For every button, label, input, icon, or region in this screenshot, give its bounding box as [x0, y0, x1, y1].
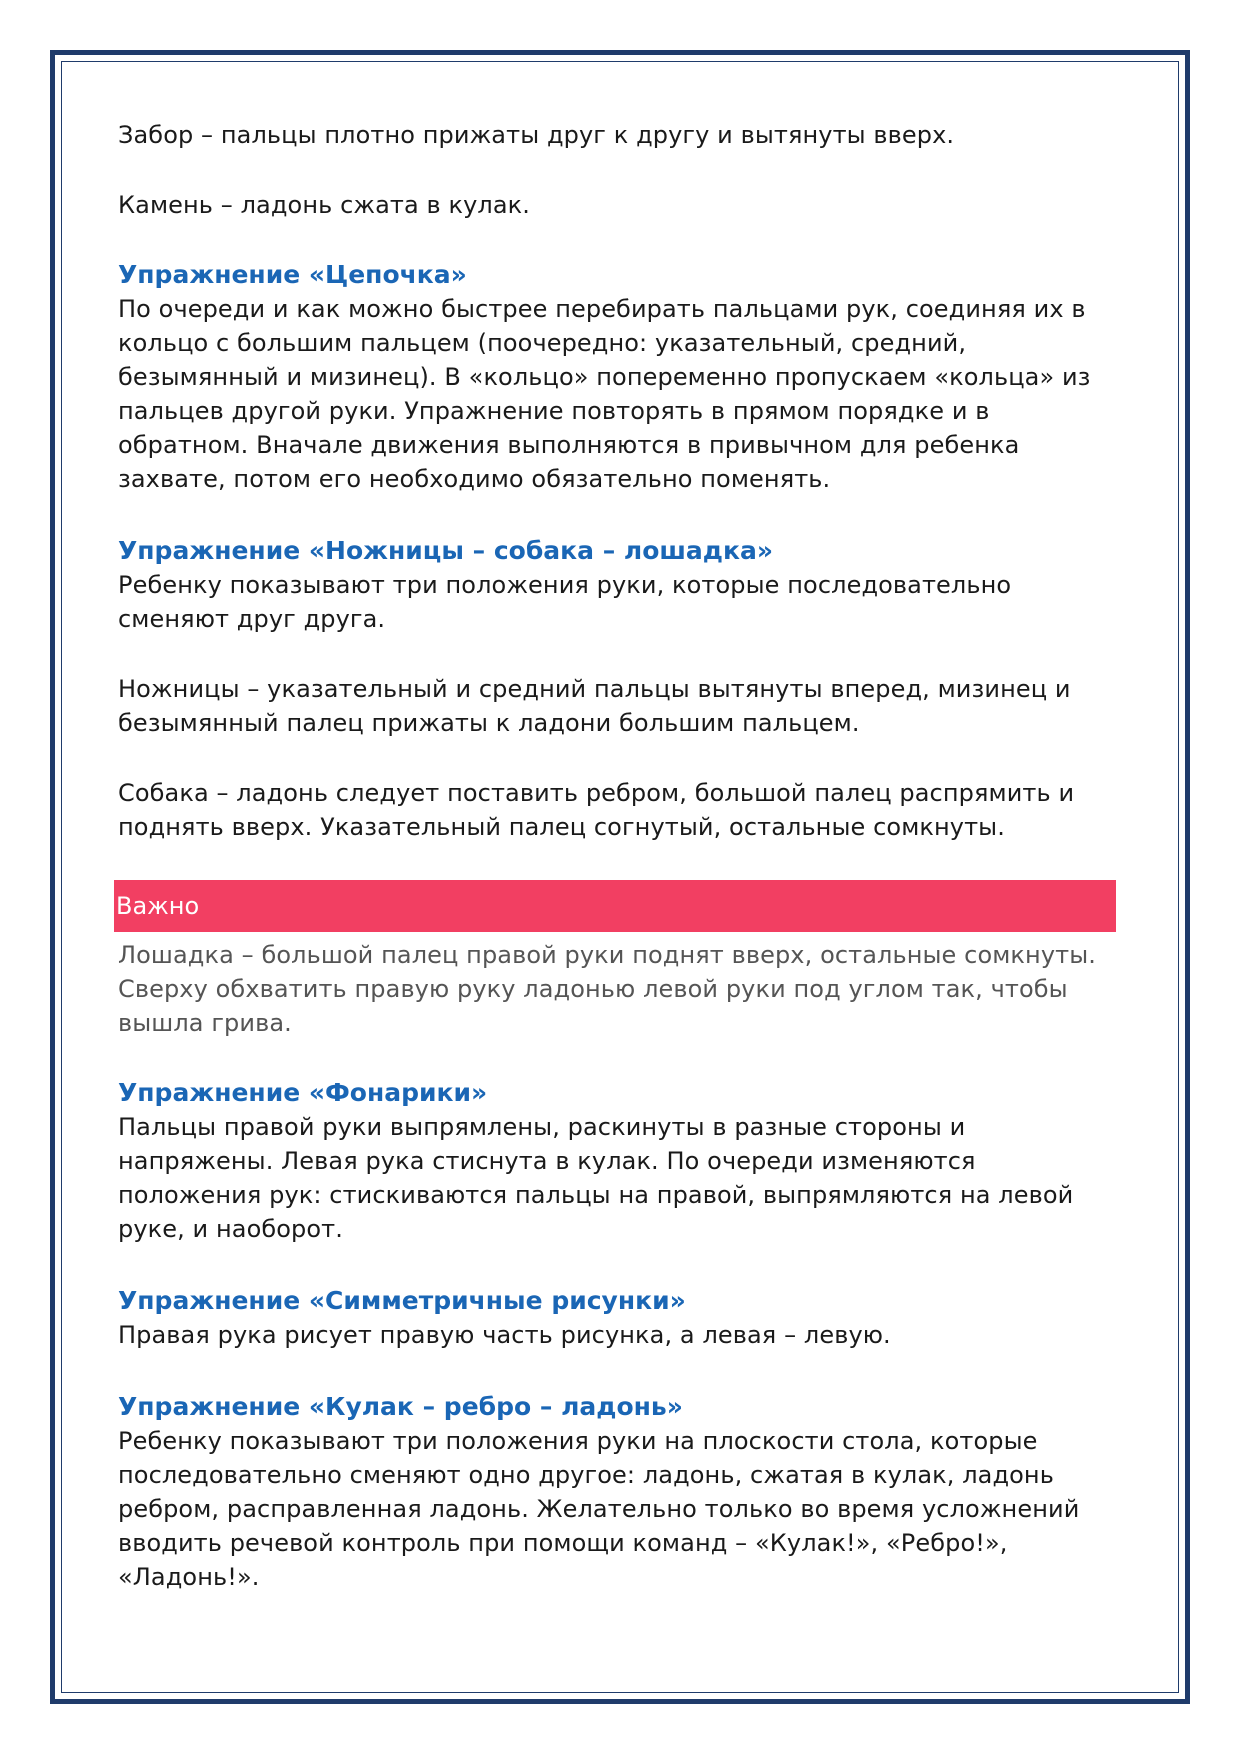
paragraph-symmetric: Правая рука рисует правую часть рисунка, а левая – левую. — [118, 1321, 891, 1349]
heading-fist-exercise: Упражнение «Кулак – ребро – ладонь» — [118, 1392, 683, 1421]
paragraph-fist: Ребенку показывают три положения руки на плоскости стола, которые последовательно сменяют одно другое: ладонь, сжатая в кулак, ладонь ребром, расправленная ладонь. Желательно только во время усложнений вводить речевой контроль при помощи команд – «Кулак!», «Ребро!», «Ладонь!». — [118, 1427, 1080, 1591]
heading-chain-exercise: Упражнение «Цепочка» — [118, 260, 467, 289]
paragraph-stone: Камень – ладонь сжата в кулак. — [118, 191, 530, 219]
paragraph-horse: Лошадка – большой палец правой руки поднят вверх, остальные сомкнуты. Сверху обхватить правую руку ладонью левой руки под углом так, чтобы вышла грива. — [118, 941, 1096, 1037]
paragraph-dog: Собака – ладонь следует поставить ребром, большой палец распрямить и поднять вверх. Указательный палец согнутый, остальные сомкнуты. — [118, 779, 1075, 841]
paragraph-lanterns: Пальцы правой руки выпрямлены, раскинуты в разные стороны и напряжены. Левая рука стиснута в кулак. По очереди изменяются положения рук: стискиваются пальцы на правой, выпрямляются на левой руке, и наоборот. — [118, 1113, 1074, 1243]
heading-lanterns-exercise: Упражнение «Фонарики» — [118, 1078, 488, 1107]
heading-scissors-exercise: Упражнение «Ножницы – собака – лошадка» — [118, 536, 773, 565]
paragraph-scissors-intro: Ребенку показывают три положения руки, которые последовательно сменяют друг друга. — [118, 571, 1012, 633]
heading-symmetric-exercise: Упражнение «Симметричные рисунки» — [118, 1286, 686, 1315]
paragraph-chain: По очереди и как можно быстрее перебирать пальцами рук, соединяя их в кольцо с большим пальцем (поочередно: указательный, средний, безымянный и мизинец). В «кольцо» попеременно пропускаем «кольца» из пальцев другой руки. Упражнение повторять в прямом порядке и в обратном. Вначале движения выполняются в привычном для ребенка захвате, потом его необходимо обязательно поменять. — [118, 295, 1091, 493]
paragraph-scissors: Ножницы – указательный и средний пальцы вытянуты вперед, мизинец и безымянный палец прижаты к ладони большим пальцем. — [118, 675, 1071, 737]
document-body — [118, 118, 1118, 1594]
paragraph-fence: Забор – пальцы плотно прижаты друг к другу и вытянуты вверх. — [118, 121, 955, 149]
important-banner: Важно — [114, 880, 1116, 932]
